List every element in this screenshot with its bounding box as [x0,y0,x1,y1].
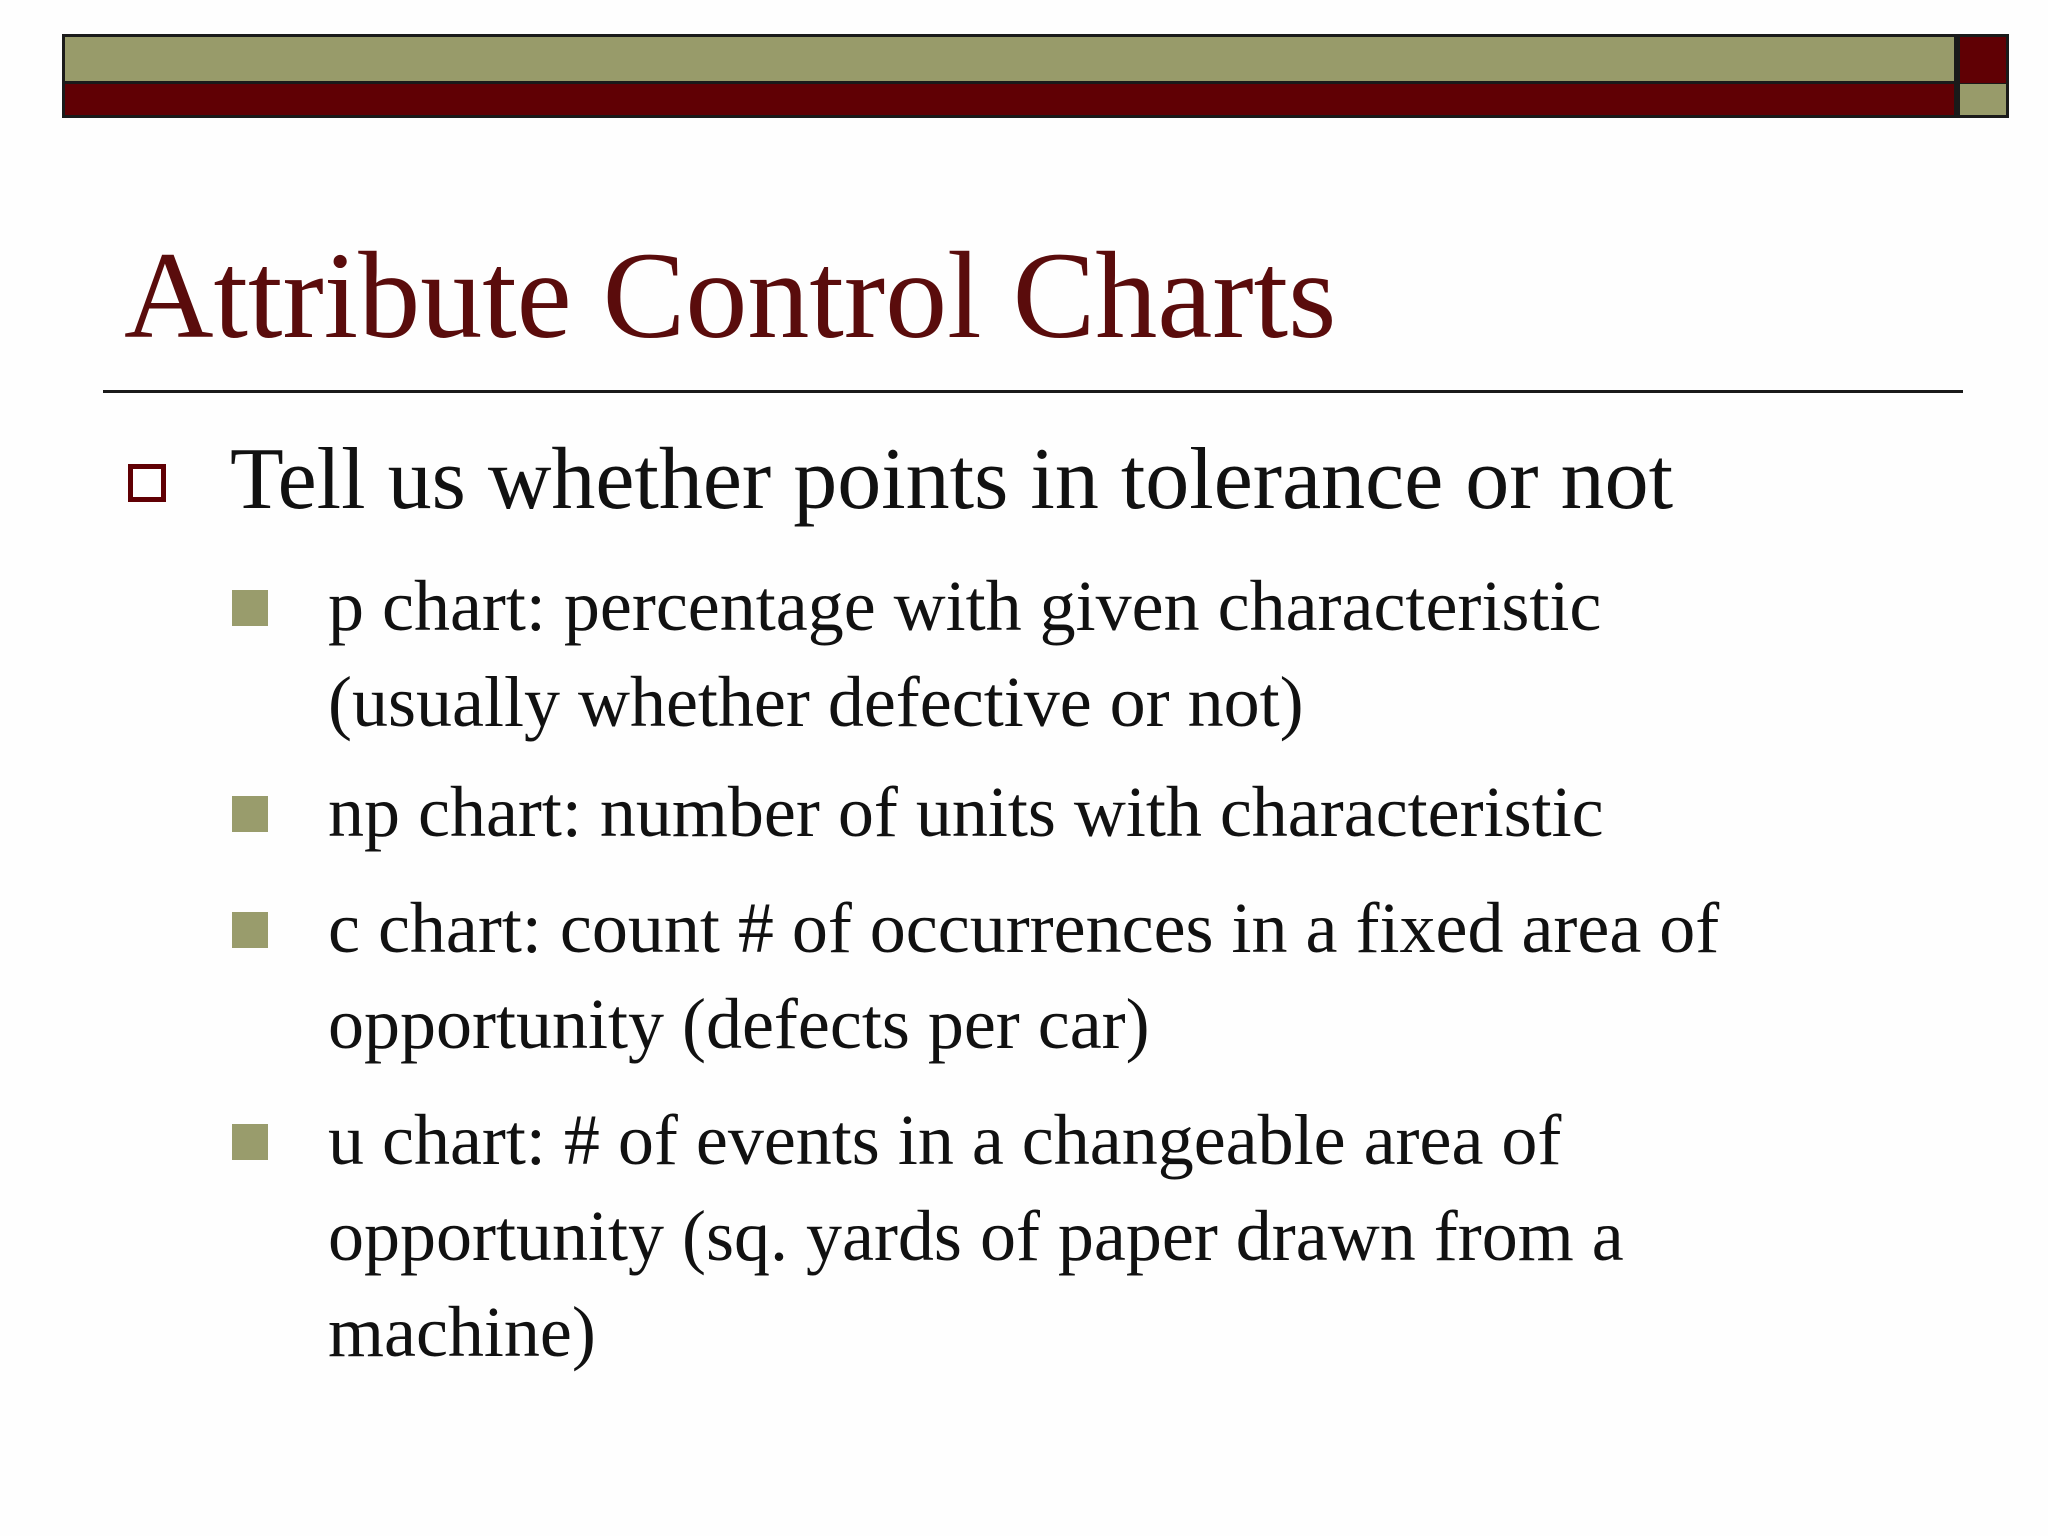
slide-title: Attribute Control Charts [124,227,1337,364]
sub-bullet-line: opportunity (defects per car) [328,984,1150,1064]
sub-bullet-line: np chart: number of units with characteristic [328,772,1604,852]
sub-bullet-line: machine) [328,1292,596,1372]
sub-bullet-line: u chart: # of events in a changeable area of [328,1100,1562,1180]
sub-bullet-line: (usually whether defective or not) [328,662,1304,742]
header-corner-olive [1957,84,2009,118]
filled-square-bullet-icon [232,912,268,948]
header-bar-olive [62,34,1957,84]
sub-bullet-line: opportunity (sq. yards of paper drawn from a [328,1196,1624,1276]
filled-square-bullet-icon [232,796,268,832]
filled-square-bullet-icon [232,1124,268,1160]
title-divider [103,390,1963,393]
bullet-text: Tell us whether points in tolerance or not [230,431,1674,528]
hollow-square-bullet-icon [128,464,166,502]
filled-square-bullet-icon [232,590,268,626]
header-bar-maroon [62,84,1957,118]
sub-bullet-line: c chart: count # of occurrences in a fixed area of [328,888,1720,968]
sub-bullet-line: p chart: percentage with given characteristic [328,566,1602,646]
sub-bullet-text [328,880,1719,1072]
sub-bullet-text [328,1092,1624,1380]
header-corner-maroon [1957,34,2009,86]
sub-bullet-text [328,558,1601,750]
sub-bullet-text [328,764,1604,860]
